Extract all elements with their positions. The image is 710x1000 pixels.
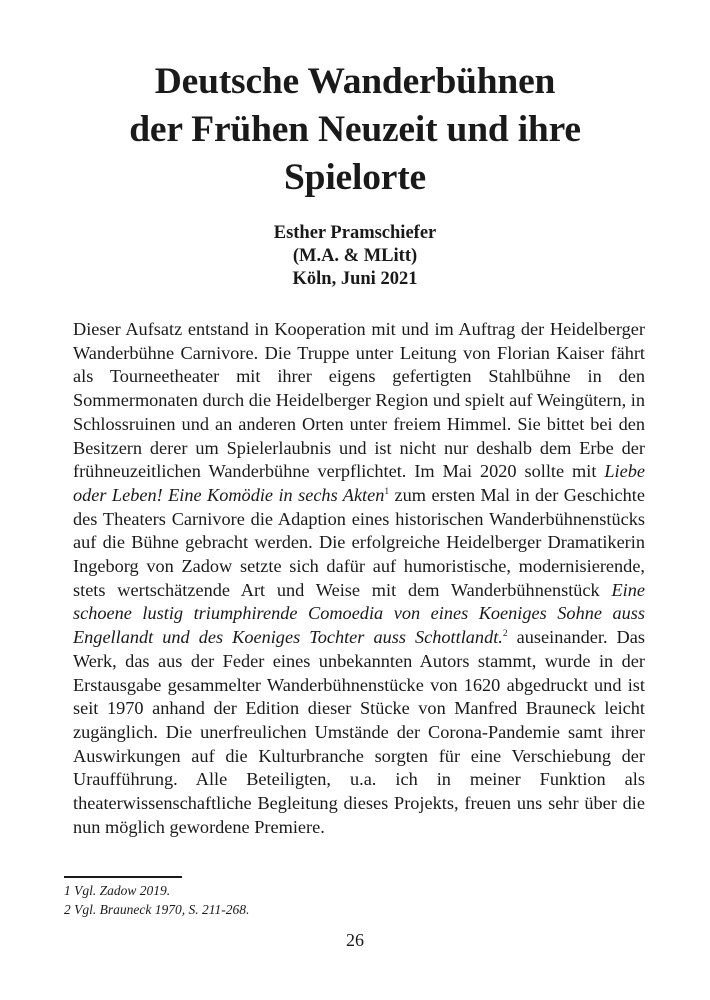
title-line: der Frühen Neuzeit und ihre bbox=[129, 109, 581, 150]
page-number: 26 bbox=[346, 930, 364, 950]
place-date: Köln, Juni 2021 bbox=[292, 269, 418, 289]
page-title bbox=[60, 58, 650, 202]
footnotes bbox=[64, 881, 644, 919]
author-name: Esther Pramschiefer bbox=[273, 223, 437, 243]
body-paragraph bbox=[73, 318, 645, 839]
body-text-part-3: auseinander. Das Werk, das aus der Feder eines unbekannten Autors stammt, wurde in der Erstausgabe gesammelter Wanderbühnenstücke von 1620 abgedruckt und ist seit 1970 anhand der Edition dieser Stücke von Manfred Brauneck leicht zugänglich. Die unerfreulichen Umstände der Corona-Pandemie samt ihrer Auswirkungen auf die Kulturbranche sorgten für eine Verschiebung der Uraufführung. Alle Beteiligten, u.a. ich in meiner Funktion als theaterwissenschaftliche Begleitung dieses Projekts, freuen uns sehr über die nun möglich gewordene Premiere. bbox=[73, 627, 645, 837]
work-title-1: Liebe oder Leben! Eine Komödie in sechs Akten bbox=[73, 461, 645, 505]
body-text-part-1: Dieser Aufsatz entstand in Kooperation mit und im Auftrag der Heidelberger Wanderbühne Carnivore. Die Truppe unter Leitung von Florian Kaiser fährt als Tourneetheater mit ihrer eigens gefertigten Stahlbühne in den Sommermonaten durch die Heidelberger Region und spielt auf Weingütern, in Schlossruinen und an anderen Orten unter freiem Himmel. Sie bittet bei den Besitzern derer um Spielerlaubnis und ist nicht nur deshalb dem Erbe der frühneuzeitlichen Wanderbühne verpflichtet. Im Mai 2020 sollte mit bbox=[73, 319, 645, 482]
author-block bbox=[60, 222, 650, 291]
body-text-part-2: zum ersten Mal in der Geschichte des Theaters Carnivore die Adaption eines historischen Wanderbühnenstücks auf die Bühne gebracht werden. Die erfolgreiche Heidelberger Dramatikerin Ingeborg von Zadow setzte sich dafür auf humoristische, modernisierende, stets wertschätzende Art und Weise mit dem Wanderbühnenstück bbox=[73, 484, 645, 600]
footnote-ref-1[interactable]: 1 bbox=[384, 486, 390, 497]
title-line: Deutsche Wanderbühnen bbox=[154, 61, 556, 102]
title-line: Spielorte bbox=[284, 157, 426, 198]
footnote-ref-2[interactable]: 2 bbox=[502, 629, 508, 640]
work-title-2: Eine schoene lustig triumphirende Comoedia von eines Koeniges Sohne auss Engellandt und des Koeniges Tochter auss Schottlandt. bbox=[73, 579, 645, 648]
author-degrees: (M.A. & MLitt) bbox=[292, 246, 418, 266]
footnote-2: 2 Vgl. Brauneck 1970, S. 211-268. bbox=[64, 902, 250, 917]
footnote-1: 1 Vgl. Zadow 2019. bbox=[64, 883, 171, 898]
footnote-divider bbox=[64, 876, 182, 878]
